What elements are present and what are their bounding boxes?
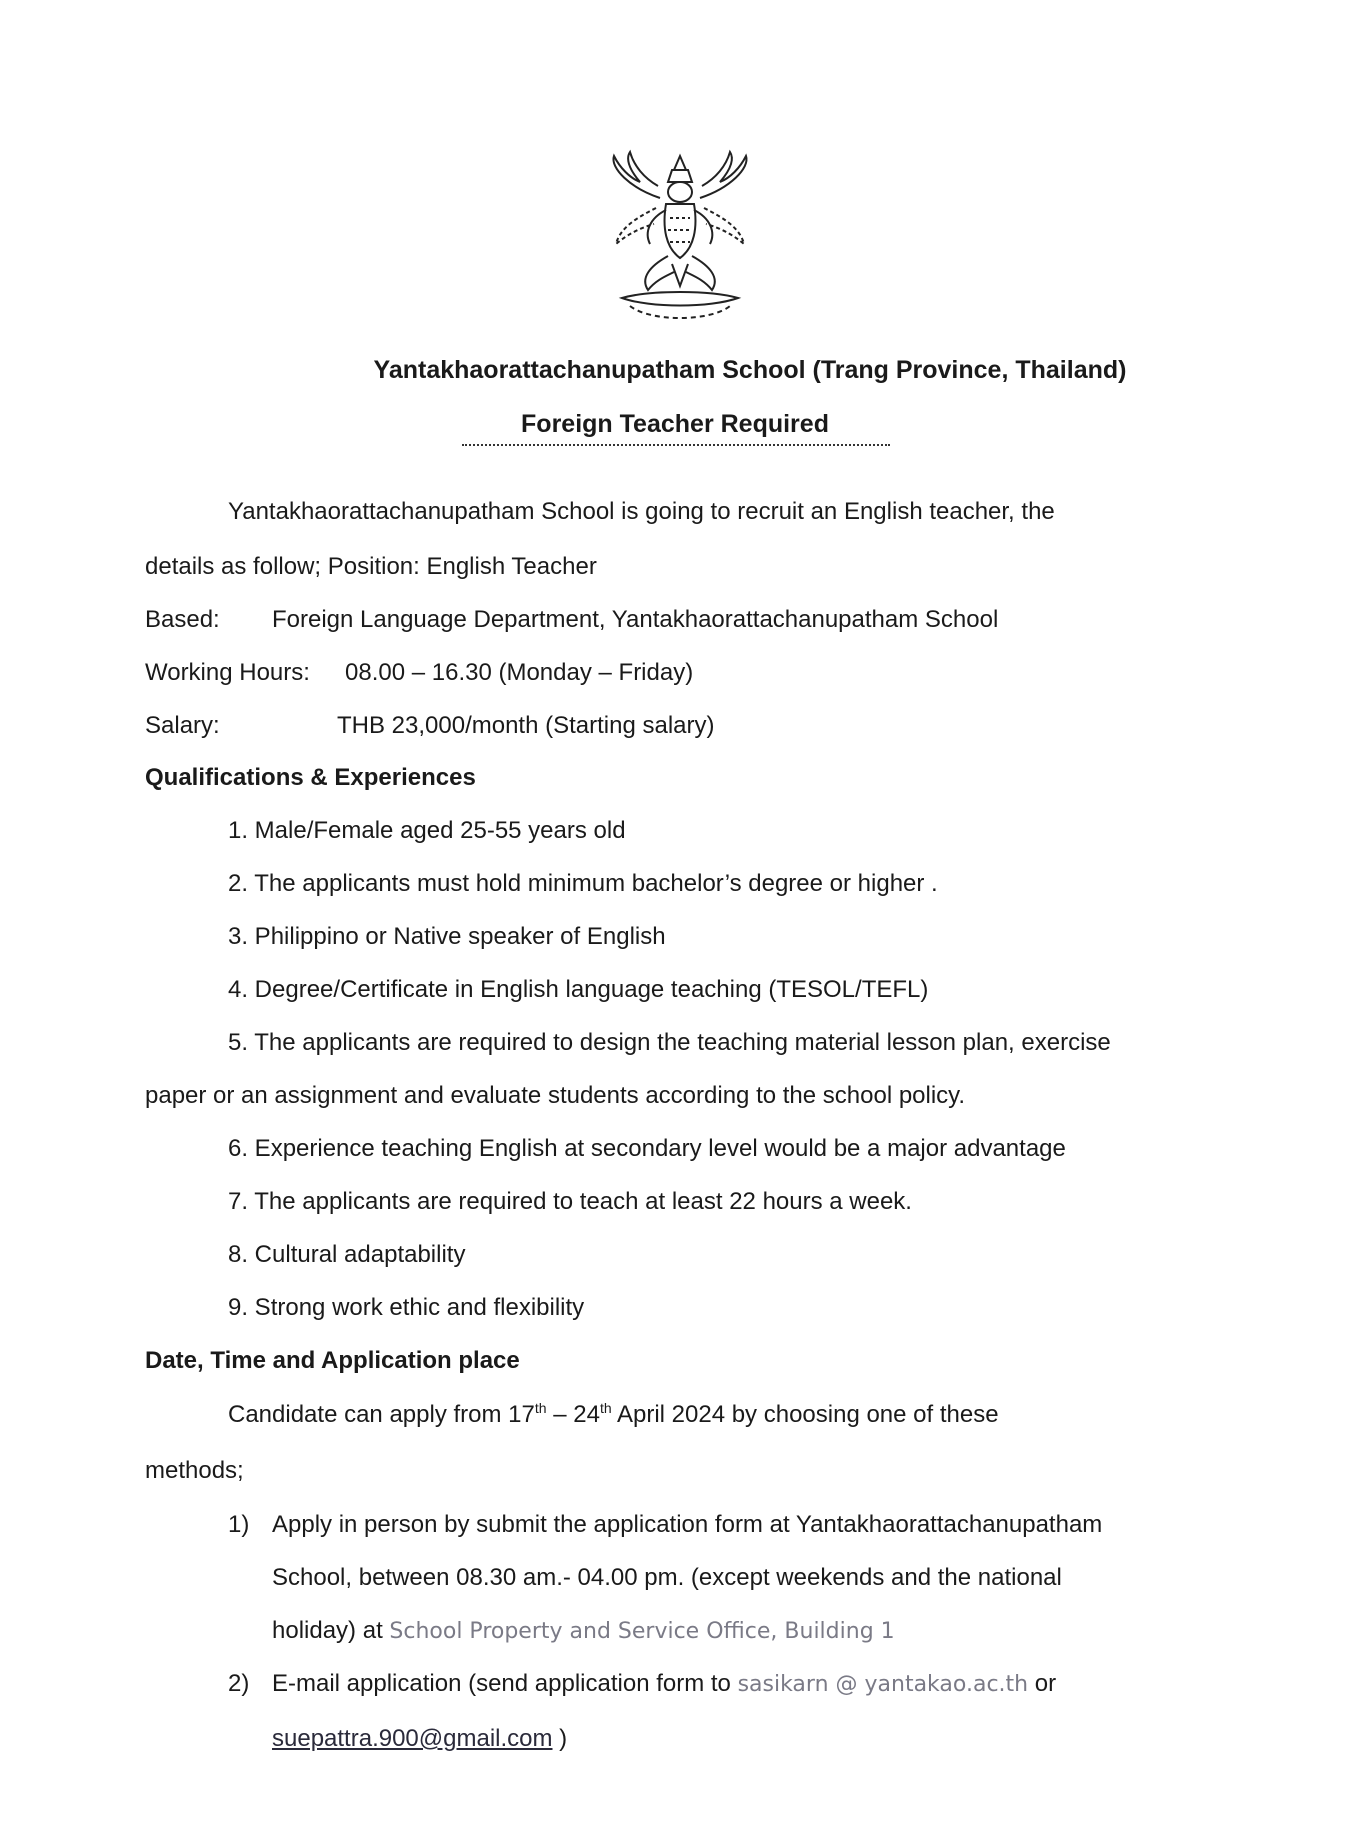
based-value: Foreign Language Department, Yantakhaorattachanupatham School xyxy=(272,606,999,633)
intro-line-1: Yantakhaorattachanupatham School is going to recruit an English teacher, the xyxy=(228,498,1055,525)
apply-prefix: Candidate can apply from 17 xyxy=(228,1401,535,1428)
email-link-1[interactable]: sasikarn @ yantakao.ac.th xyxy=(737,1672,1029,1697)
notice-title: Foreign Teacher Required xyxy=(521,410,829,438)
email-link-2[interactable]: suepattra.900@gmail.com xyxy=(272,1725,553,1752)
qualification-item: 5. The applicants are required to design the teaching material lesson plan, exercise xyxy=(228,1029,1111,1056)
apply-dates xyxy=(228,1400,999,1429)
apply-suffix: April 2024 by choosing one of these xyxy=(611,1401,999,1428)
based-row xyxy=(145,606,999,634)
method-1-prefix: holiday) at xyxy=(272,1617,390,1644)
qualification-item: 8. Cultural adaptability xyxy=(228,1241,466,1268)
based-label: Based: xyxy=(145,606,220,633)
method-1-line-2: School, between 08.30 am.- 04.00 pm. (except weekends and the national xyxy=(272,1564,1062,1591)
qualification-item: 6. Experience teaching English at secondary level would be a major advantage xyxy=(228,1135,1066,1162)
qualifications-heading: Qualifications & Experiences xyxy=(145,764,476,791)
title-underline xyxy=(462,444,890,446)
hours-value: 08.00 – 16.30 (Monday – Friday) xyxy=(345,659,694,686)
method-1-location: School Property and Service Office, Building 1 xyxy=(389,1619,895,1644)
qualification-item: 3. Philippino or Native speaker of English xyxy=(228,923,666,950)
method-2-line-2 xyxy=(272,1725,567,1753)
salary-value: THB 23,000/month (Starting salary) xyxy=(337,712,715,739)
qualification-item: 4. Degree/Certificate in English language teaching (TESOL/TEFL) xyxy=(228,976,929,1003)
apply-mid: – 24 xyxy=(546,1401,600,1428)
salary-label: Salary: xyxy=(145,712,220,739)
qualification-item: 9. Strong work ethic and flexibility xyxy=(228,1294,585,1321)
garuda-emblem-icon xyxy=(600,148,760,323)
method-2-close: ) xyxy=(552,1725,568,1752)
method-2-prefix: E-mail application (send application form to xyxy=(272,1670,738,1697)
hours-row xyxy=(145,659,694,687)
method-1-line-1: Apply in person by submit the application form at Yantakhaorattachanupatham xyxy=(272,1511,1103,1538)
method-2-number: 2) xyxy=(228,1670,250,1697)
method-1-line-3 xyxy=(272,1617,895,1645)
method-1-number: 1) xyxy=(228,1511,250,1538)
hours-label: Working Hours: xyxy=(145,659,310,686)
school-title: Yantakhaorattachanupatham School (Trang Province, Thailand) xyxy=(373,356,1127,384)
superscript-th: th xyxy=(599,1400,612,1416)
salary-row xyxy=(145,712,715,740)
qualification-item: 7. The applicants are required to teach at least 22 hours a week. xyxy=(228,1188,912,1215)
application-heading: Date, Time and Application place xyxy=(145,1347,520,1374)
qualification-item-continued: paper or an assignment and evaluate students according to the school policy. xyxy=(145,1082,966,1109)
method-2-or: or xyxy=(1028,1670,1057,1697)
superscript-th: th xyxy=(534,1400,547,1416)
method-2-line-1 xyxy=(272,1670,1056,1698)
intro-line-2: details as follow; Position: English Teacher xyxy=(145,553,597,580)
methods-word: methods; xyxy=(145,1457,244,1484)
qualification-item: 2. The applicants must hold minimum bachelor’s degree or higher . xyxy=(228,870,938,897)
qualification-item: 1. Male/Female aged 25-55 years old xyxy=(228,817,626,844)
